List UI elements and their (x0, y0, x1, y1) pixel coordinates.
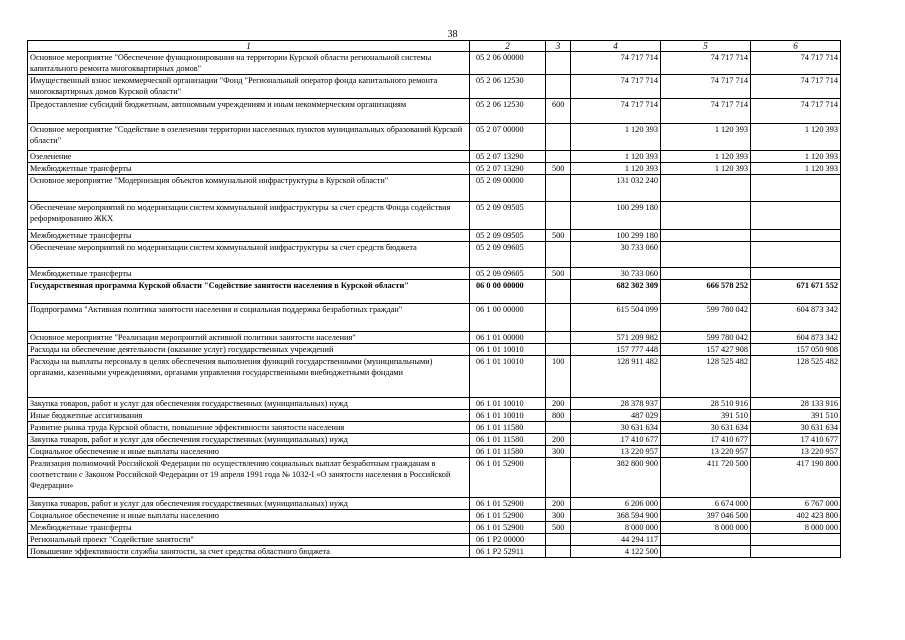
row-code-cell: 06 1 01 00000 (470, 332, 546, 344)
row-name-cell: Социальное обеспечение и иные выплаты населению (28, 510, 470, 522)
row-value-cell (751, 175, 841, 202)
row-value-cell: 30 631 634 (661, 422, 751, 434)
row-value-cell: 615 504 099 (571, 304, 661, 332)
row-value-cell: 157 427 908 (661, 344, 751, 356)
row-value-cell: 1 120 393 (751, 163, 841, 175)
table-row (28, 534, 841, 546)
row-value-cell: 1 120 393 (571, 124, 661, 151)
page-number: 38 (447, 29, 458, 40)
row-code-cell: 06 1 00 00000 (470, 304, 546, 332)
row-expense-type-cell: 200 (546, 498, 571, 510)
row-value-cell: 13 220 957 (571, 446, 661, 458)
table-row (28, 52, 841, 75)
row-code-cell: 06 1 01 52900 (470, 522, 546, 534)
row-value-cell: 571 209 982 (571, 332, 661, 344)
table-row (28, 75, 841, 99)
table-row (28, 202, 841, 230)
row-expense-type-cell (546, 242, 571, 268)
row-value-cell: 604 873 342 (751, 304, 841, 332)
row-name-cell: Озеленение (28, 151, 470, 163)
row-value-cell: 391 510 (751, 410, 841, 422)
row-code-cell: 05 2 07 00000 (470, 124, 546, 151)
table-row (28, 356, 841, 398)
row-value-cell (751, 242, 841, 268)
budget-table (27, 40, 841, 558)
row-code-cell: 05 2 09 00000 (470, 175, 546, 202)
header-cell: 3 (546, 41, 571, 52)
table-row (28, 422, 841, 434)
row-name-cell: Обеспечение мероприятий по модернизации систем коммунальной инфраструктуры за счет средств Фонда содействия реформированию ЖКХ (28, 202, 470, 230)
row-name-cell: Закупка товаров, работ и услуг для обеспечения государственных (муниципальных) нужд (28, 434, 470, 446)
row-value-cell (661, 230, 751, 242)
table-row (28, 268, 841, 280)
row-value-cell: 382 800 900 (571, 458, 661, 498)
row-name-cell: Иные бюджетные ассигнования (28, 410, 470, 422)
table-row (28, 230, 841, 242)
row-value-cell: 74 717 714 (661, 99, 751, 124)
table-body (28, 41, 841, 558)
row-value-cell: 30 631 634 (571, 422, 661, 434)
table-row (28, 344, 841, 356)
row-value-cell: 599 780 042 (661, 332, 751, 344)
row-value-cell: 671 671 552 (751, 280, 841, 304)
table-row (28, 175, 841, 202)
row-value-cell: 74 717 714 (751, 52, 841, 75)
row-code-cell: 06 1 01 10010 (470, 356, 546, 398)
row-value-cell: 74 717 714 (571, 52, 661, 75)
table-header-row (28, 41, 841, 52)
row-code-cell: 06 1 01 10010 (470, 410, 546, 422)
table-row (28, 151, 841, 163)
row-value-cell: 157 050 908 (751, 344, 841, 356)
row-value-cell (751, 534, 841, 546)
row-name-cell: Предоставление субсидий бюджетным, автономным учреждениям и иным некоммерческим организациям (28, 99, 470, 124)
row-value-cell: 74 717 714 (751, 75, 841, 99)
row-name-cell: Повышение эффективности службы занятости, за счет средства областного бюджета (28, 546, 470, 558)
table-row (28, 242, 841, 268)
table-row (28, 522, 841, 534)
row-value-cell: 1 120 393 (751, 151, 841, 163)
row-expense-type-cell (546, 280, 571, 304)
row-code-cell: 05 2 09 09505 (470, 202, 546, 230)
row-expense-type-cell: 200 (546, 398, 571, 410)
row-value-cell: 1 120 393 (751, 124, 841, 151)
row-code-cell: 06 1 01 11580 (470, 446, 546, 458)
row-name-cell: Закупка товаров, работ и услуг для обеспечения государственных (муниципальных) нужд (28, 498, 470, 510)
row-value-cell (661, 242, 751, 268)
row-value-cell (661, 268, 751, 280)
row-value-cell: 682 302 309 (571, 280, 661, 304)
row-value-cell (751, 202, 841, 230)
table-row (28, 99, 841, 124)
row-expense-type-cell: 500 (546, 230, 571, 242)
table-row (28, 498, 841, 510)
row-value-cell: 74 717 714 (751, 99, 841, 124)
row-value-cell: 8 000 000 (571, 522, 661, 534)
row-value-cell (751, 546, 841, 558)
row-expense-type-cell: 300 (546, 510, 571, 522)
row-expense-type-cell (546, 124, 571, 151)
row-code-cell: 06 1 P2 00000 (470, 534, 546, 546)
row-code-cell: 06 1 01 10010 (470, 344, 546, 356)
row-code-cell: 05 2 07 13290 (470, 163, 546, 175)
row-value-cell: 30 733 060 (571, 268, 661, 280)
row-value-cell: 417 190 800 (751, 458, 841, 498)
row-value-cell: 74 717 714 (571, 99, 661, 124)
row-value-cell: 30 631 634 (751, 422, 841, 434)
row-expense-type-cell (546, 75, 571, 99)
table-row (28, 546, 841, 558)
row-value-cell: 8 000 000 (751, 522, 841, 534)
table-row (28, 398, 841, 410)
row-value-cell: 1 120 393 (661, 124, 751, 151)
row-expense-type-cell (546, 202, 571, 230)
row-code-cell: 06 0 00 00000 (470, 280, 546, 304)
header-cell: 6 (751, 41, 841, 52)
row-value-cell: 74 717 714 (661, 75, 751, 99)
row-code-cell: 05 2 09 09505 (470, 230, 546, 242)
row-expense-type-cell (546, 344, 571, 356)
row-value-cell: 1 120 393 (661, 163, 751, 175)
row-value-cell: 6 206 000 (571, 498, 661, 510)
row-value-cell: 6 674 000 (661, 498, 751, 510)
table-row (28, 332, 841, 344)
row-name-cell: Расходы на выплаты персоналу в целях обеспечения выполнения функций государственными (муниципальными) органами, казенными учреждениями, органами управления государственными внебюджетными фондами (28, 356, 470, 398)
row-code-cell: 05 2 09 09605 (470, 268, 546, 280)
row-value-cell: 17 410 677 (661, 434, 751, 446)
row-name-cell: Основное мероприятие "Содействие в озеленении территории населенных пунктов муниципальных образований Курской области" (28, 124, 470, 151)
row-expense-type-cell: 100 (546, 356, 571, 398)
row-value-cell: 100 299 180 (571, 230, 661, 242)
row-expense-type-cell: 200 (546, 434, 571, 446)
row-value-cell: 28 133 916 (751, 398, 841, 410)
row-value-cell: 1 120 393 (571, 151, 661, 163)
row-name-cell: Основное мероприятие "Реализация мероприятий активной политики занятости населения" (28, 332, 470, 344)
row-code-cell: 05 2 09 09605 (470, 242, 546, 268)
row-code-cell: 06 1 01 52900 (470, 498, 546, 510)
row-code-cell: 05 2 06 12530 (470, 99, 546, 124)
table-row (28, 434, 841, 446)
row-expense-type-cell: 500 (546, 268, 571, 280)
row-value-cell: 128 525 482 (661, 356, 751, 398)
row-value-cell (751, 230, 841, 242)
row-expense-type-cell (546, 332, 571, 344)
row-name-cell: Межбюджетные трансферты (28, 163, 470, 175)
row-value-cell: 128 525 482 (751, 356, 841, 398)
row-value-cell (661, 534, 751, 546)
row-code-cell: 06 1 01 52900 (470, 458, 546, 498)
table-row (28, 446, 841, 458)
row-name-cell: Реализация полномочий Российской Федерации по осуществлению социальных выплат безработным гражданам в соответствии с Законом Российской Федерации от 19 апреля 1991 года № 1032-I «О занятости населения в Российской Федерации» (28, 458, 470, 498)
row-value-cell: 397 046 500 (661, 510, 751, 522)
row-value-cell: 411 720 500 (661, 458, 751, 498)
row-value-cell (661, 546, 751, 558)
row-code-cell: 06 1 01 11580 (470, 422, 546, 434)
row-name-cell: Развитие рынка труда Курской области, повышение эффективности занятости населения (28, 422, 470, 434)
row-expense-type-cell: 500 (546, 163, 571, 175)
row-value-cell: 28 378 937 (571, 398, 661, 410)
row-code-cell: 06 1 01 11580 (470, 434, 546, 446)
row-value-cell: 17 410 677 (571, 434, 661, 446)
row-code-cell: 06 1 01 52900 (470, 510, 546, 522)
row-name-cell: Основное мероприятие "Модернизация объектов коммунальной инфраструктуры в Курской области" (28, 175, 470, 202)
row-name-cell: Межбюджетные трансферты (28, 522, 470, 534)
row-name-cell: Основное мероприятие "Обеспечение функционирования на территории Курской области региональной системы капитального ремонта многоквартирных домов" (28, 52, 470, 75)
row-code-cell: 05 2 06 00000 (470, 52, 546, 75)
row-name-cell: Социальное обеспечение и иные выплаты населению (28, 446, 470, 458)
row-value-cell: 1 120 393 (661, 151, 751, 163)
row-value-cell: 8 000 000 (661, 522, 751, 534)
row-value-cell: 487 029 (571, 410, 661, 422)
row-value-cell: 13 220 957 (661, 446, 751, 458)
table-row (28, 304, 841, 332)
row-name-cell: Расходы на обеспечение деятельности (оказание услуг) государственных учреждений (28, 344, 470, 356)
header-cell: 2 (470, 41, 546, 52)
row-value-cell: 391 510 (661, 410, 751, 422)
row-expense-type-cell (546, 534, 571, 546)
row-name-cell: Подпрограмма "Активная политика занятости населения и социальная поддержка безработных граждан" (28, 304, 470, 332)
header-cell: 1 (28, 41, 470, 52)
row-value-cell (751, 268, 841, 280)
row-expense-type-cell: 600 (546, 99, 571, 124)
row-name-cell: Государственная программа Курской области "Содействие занятости населения в Курской области" (28, 280, 470, 304)
row-name-cell: Закупка товаров, работ и услуг для обеспечения государственных (муниципальных) нужд (28, 398, 470, 410)
header-cell: 5 (661, 41, 751, 52)
row-value-cell (661, 175, 751, 202)
row-value-cell: 4 122 500 (571, 546, 661, 558)
row-name-cell: Межбюджетные трансферты (28, 230, 470, 242)
table-row (28, 163, 841, 175)
row-value-cell: 13 220 957 (751, 446, 841, 458)
table-row (28, 280, 841, 304)
row-expense-type-cell: 500 (546, 522, 571, 534)
row-value-cell: 74 717 714 (571, 75, 661, 99)
row-value-cell: 44 294 117 (571, 534, 661, 546)
row-name-cell: Межбюджетные трансферты (28, 268, 470, 280)
row-expense-type-cell (546, 458, 571, 498)
row-value-cell: 100 299 180 (571, 202, 661, 230)
row-value-cell: 604 873 342 (751, 332, 841, 344)
row-expense-type-cell (546, 175, 571, 202)
row-value-cell: 74 717 714 (661, 52, 751, 75)
row-name-cell: Региональный проект "Содействие занятости" (28, 534, 470, 546)
row-code-cell: 06 1 P2 52911 (470, 546, 546, 558)
row-code-cell: 05 2 06 12530 (470, 75, 546, 99)
row-expense-type-cell (546, 151, 571, 163)
table-row (28, 410, 841, 422)
row-value-cell: 157 777 448 (571, 344, 661, 356)
row-expense-type-cell (546, 422, 571, 434)
row-value-cell: 368 594 900 (571, 510, 661, 522)
row-name-cell: Имущественный взнос некоммерческой организации "Фонд "Региональный оператор фонда капитального ремонта многоквартирных домов Курской области" (28, 75, 470, 99)
table-row (28, 458, 841, 498)
row-expense-type-cell: 300 (546, 446, 571, 458)
row-value-cell: 131 032 240 (571, 175, 661, 202)
row-value-cell: 599 780 042 (661, 304, 751, 332)
table-row (28, 124, 841, 151)
row-value-cell: 6 767 000 (751, 498, 841, 510)
row-value-cell: 28 510 916 (661, 398, 751, 410)
row-expense-type-cell (546, 52, 571, 75)
row-code-cell: 06 1 01 10010 (470, 398, 546, 410)
row-value-cell: 128 911 482 (571, 356, 661, 398)
row-expense-type-cell (546, 304, 571, 332)
row-expense-type-cell: 800 (546, 410, 571, 422)
header-cell: 4 (571, 41, 661, 52)
row-expense-type-cell (546, 546, 571, 558)
row-value-cell: 17 410 677 (751, 434, 841, 446)
row-value-cell: 1 120 393 (571, 163, 661, 175)
row-value-cell: 402 423 800 (751, 510, 841, 522)
row-name-cell: Обеспечение мероприятий по модернизации систем коммунальной инфраструктуры за счет средств бюджета (28, 242, 470, 268)
row-value-cell: 666 578 252 (661, 280, 751, 304)
row-value-cell (661, 202, 751, 230)
row-value-cell: 30 733 060 (571, 242, 661, 268)
table-row (28, 510, 841, 522)
row-code-cell: 05 2 07 13290 (470, 151, 546, 163)
